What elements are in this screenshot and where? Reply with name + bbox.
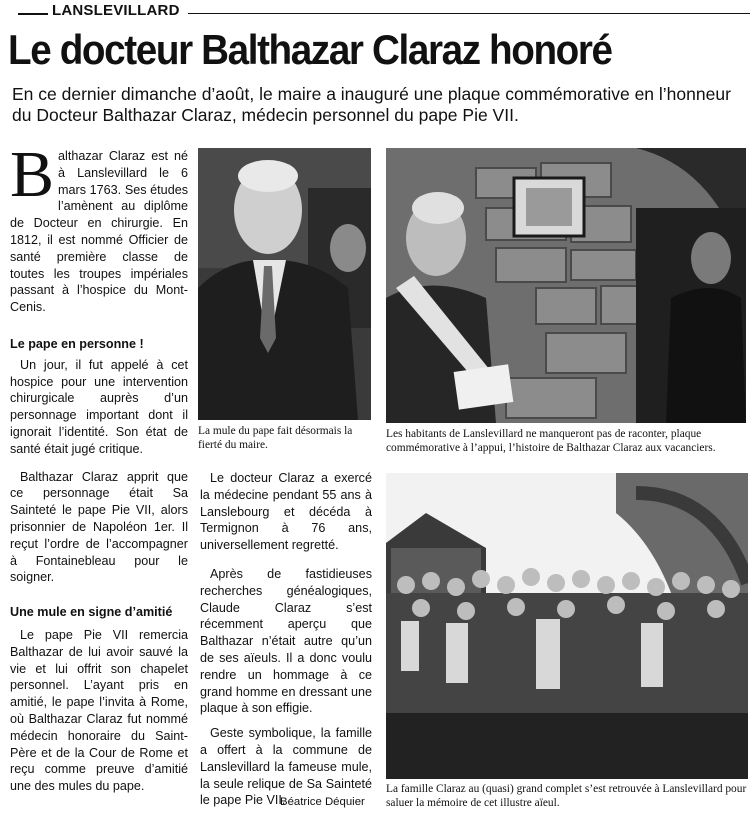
subhead-pape: Le pape en personne ! xyxy=(10,336,144,351)
photo-mayor xyxy=(198,148,371,420)
section-label: LANSLEVILLARD xyxy=(52,2,180,19)
paragraph: Le docteur Claraz a exercé la médecine pendant 55 ans à Lanslebourg et décéda à Termignon à 76 ans, universellement regretté. xyxy=(200,471,372,553)
paragraph: Après de fastidieuses recherches généalogiques, Claude Claraz s’est récemment aperçu que Balthazar n’était autre qu’un de ses aïeuls. Il a donc voulu rendre un hommage à ce grand homme en dressant une plaque à son effigie. xyxy=(200,566,372,716)
subhead-mule: Une mule en signe d’amitié xyxy=(10,605,173,620)
article-column-2 xyxy=(200,470,372,809)
intro-paragraph xyxy=(10,138,188,316)
article-column-1 xyxy=(10,138,188,795)
photo-plaque-ceremony xyxy=(386,148,746,423)
lede: En ce dernier dimanche d’août, le maire a inauguré une plaque commémorative en l’honneur du Docteur Balthazar Claraz, médecin personnel du pape Pie VII. xyxy=(12,84,731,125)
section-rule-left xyxy=(18,13,48,15)
paragraph: Le pape Pie VII remercia Balthazar de lui avoir sauvé la vie et lui offrit son chapelet personnel. L’ayant pris en amitié, le pape l’invita à Rome, où Balthazar Claraz fut nommé médecin honoraire du Saint-Père et de la Cour de Rome et reçu comme preuve d’amitié une des mules du pape. xyxy=(10,627,188,794)
drop-cap: B xyxy=(10,138,55,211)
section-rule-right xyxy=(188,13,750,14)
caption-photo-mayor: La mule du pape fait désormais la fierté du maire. xyxy=(198,425,353,451)
paragraph: Balthazar Claraz apprit que ce personnage était Sa Sainteté le pape Pie VII, alors prisonnier de Napoléon 1er. Il reçut l’ordre de l’accompagner à Fontainebleau pour le soigner. xyxy=(10,469,188,585)
headline: Le docteur Balthazar Claraz honoré xyxy=(8,26,612,73)
caption-photo-plaque: Les habitants de Lanslevillard ne manqueront pas de raconter, plaque commémorative à l’appui, l’histoire de Balthazar Claraz aux vacanciers. xyxy=(386,428,716,454)
caption-photo-family: La famille Claraz au (quasi) grand complet s’est retrouvée à Lanslevillard pour saluer la mémoire de cet illustre aïeul. xyxy=(386,783,747,809)
byline: Béatrice Déquier xyxy=(280,796,365,808)
photo-family-group xyxy=(386,473,748,779)
intro-text: althazar Claraz est né à Lanslevillard le 6 mars 1763. Ses études l’amènent au diplôme de Docteur en chirurgie. En 1812, il est nommé Officier de santé première classe de toutes les troupes impériales passant à l’hospice du Mont-Cenis. xyxy=(10,149,188,315)
paragraph: Geste symbolique, la famille a offert à la commune de Lanslevillard la fameuse mule, la seule relique de Sa Sainteté le pape Pie VII. xyxy=(200,726,372,808)
paragraph: Un jour, il fut appelé à cet hospice pour une intervention chirurgicale auprès d’un personnage important dont il ignorait l’identité. Son état de santé était jugé critique. xyxy=(10,357,188,456)
